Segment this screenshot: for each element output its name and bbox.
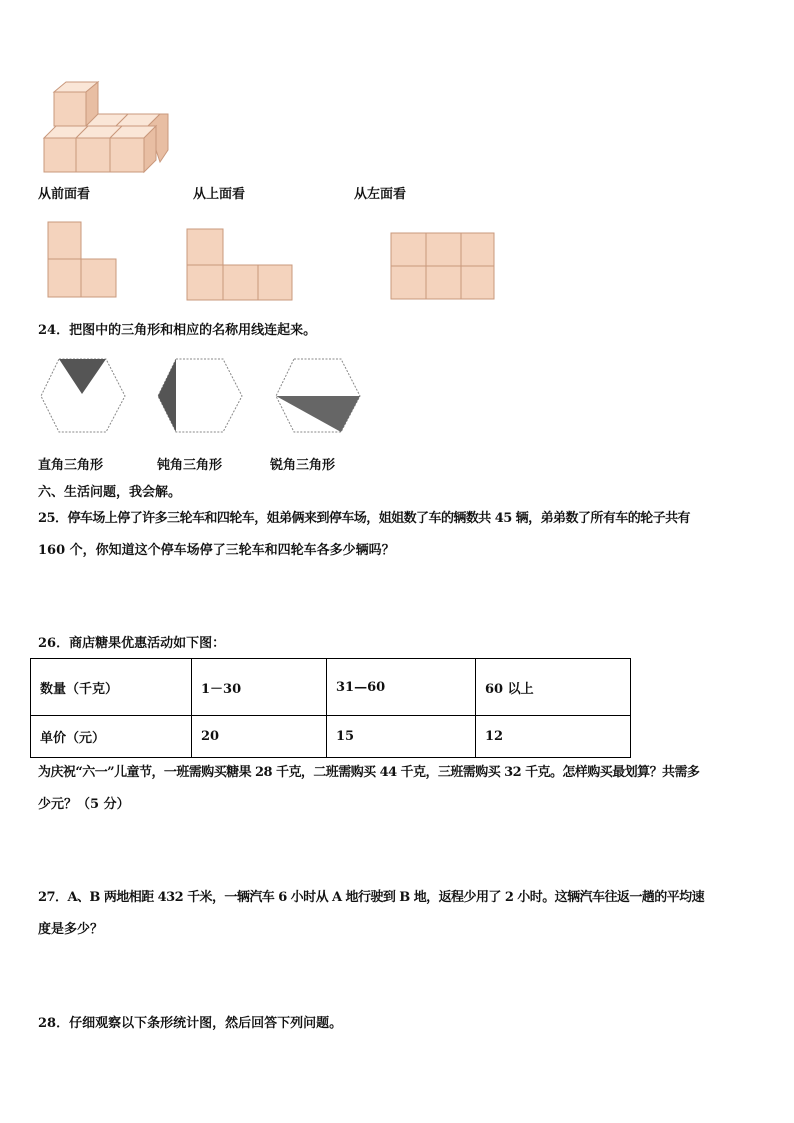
view-label-left: 从左面看 (354, 187, 407, 202)
q25-line-1: 25．停车场上停了许多三轮车和四轮车，姐弟俩来到停车场，姐姐数了车的辆数共 45 辆，弟弟数了所有车的轮子共有 (38, 511, 690, 526)
q26-question (38, 757, 758, 821)
q28-text: 28．仔细观察以下条形统计图，然后回答下列问题。 (38, 1016, 343, 1031)
q26-text: 26．商店糖果优惠活动如下图： (38, 636, 226, 651)
table-cell: 20 (192, 716, 327, 758)
q25-text (38, 503, 758, 567)
view-option-b (185, 228, 295, 302)
hexagon-right-triangle (38, 356, 128, 436)
q27-text (38, 882, 758, 946)
q25-line-2: 160 个，你知道这个停车场停了三轮车和四轮车各多少辆吗？ (38, 543, 395, 558)
view-label-front: 从前面看 (38, 187, 91, 202)
table-cell: 单价（元） (31, 716, 192, 758)
triangle-name-obtuse: 钝角三角形 (157, 458, 223, 473)
hexagon-obtuse-triangle (155, 356, 245, 436)
view-option-a (46, 221, 118, 299)
view-label-top: 从上面看 (193, 187, 246, 202)
cube-top-front (54, 92, 86, 126)
cube-front-1 (44, 138, 76, 172)
table-cell: 1－30 (192, 659, 327, 716)
table-cell: 60 以上 (476, 659, 631, 716)
table-cell: 15 (327, 716, 476, 758)
price-table (30, 658, 631, 758)
hexagon-acute-triangle (273, 356, 363, 436)
cube-front-3 (110, 138, 144, 172)
table-cell: 31—60 (327, 659, 476, 716)
cube-front-2 (76, 138, 110, 172)
q26-line-1: 为庆祝“六一”儿童节，一班需购买糖果 28 千克，二班需购买 44 千克，三班需购买 32 千克。怎样购买最划算？共需多 (38, 765, 700, 780)
q26-line-2: 少元？（5 分） (38, 797, 130, 812)
q27-line-2: 度是多少？ (38, 922, 104, 937)
section-6-heading: 六、生活问题，我会解。 (38, 485, 182, 500)
triangle-name-acute: 锐角三角形 (270, 458, 336, 473)
table-row (31, 659, 631, 716)
q24-text: 24．把图中的三角形和相应的名称用线连起来。 (38, 323, 317, 338)
table-cell: 12 (476, 716, 631, 758)
table-row (31, 716, 631, 758)
q27-line-1: 27．A、B 两地相距 432 千米，一辆汽车 6 小时从 A 地行驶到 B 地，返程少用了 2 小时。这辆汽车往返一趟的平均速 (38, 890, 705, 905)
view-option-c (389, 231, 497, 301)
table-cell: 数量（千克） (31, 659, 192, 716)
triangle-name-right: 直角三角形 (38, 458, 104, 473)
cube-stack-figure (40, 80, 175, 175)
